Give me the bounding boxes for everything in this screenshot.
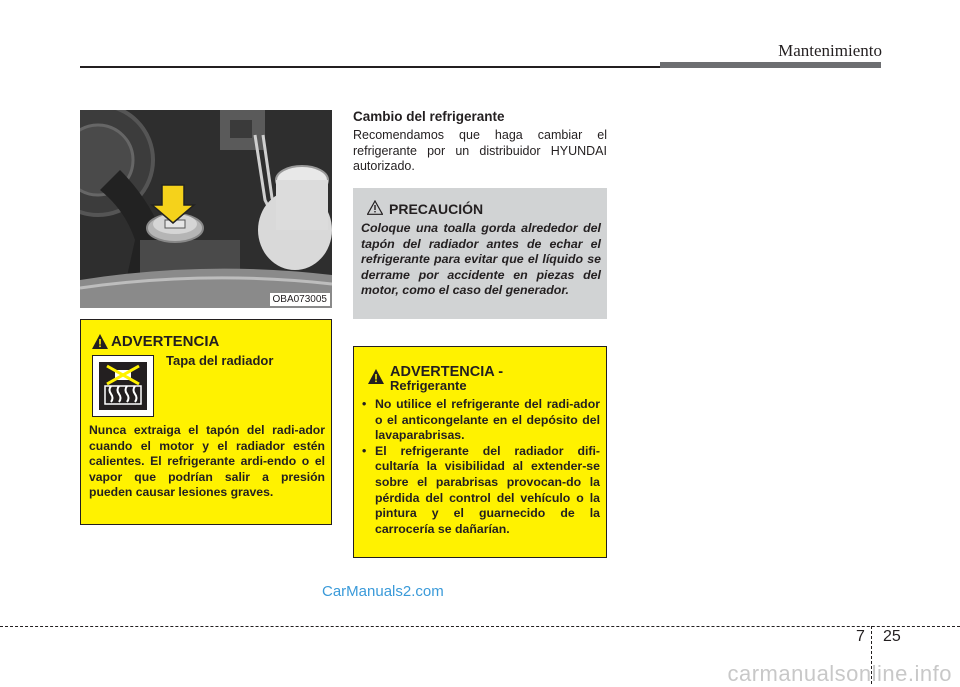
radiator-cap-warning (80, 319, 332, 525)
chapter-title: Mantenimiento (778, 41, 882, 60)
warning-body: Nunca extraiga el tapón del radi-ador cuando el motor y el radiador estén calientes. El refrigerante ardi-endo o el vapor que podrían salir a presión pueden causar lesiones graves. (89, 423, 325, 499)
warning-subtitle: Refrigerante (390, 378, 467, 393)
page-chapter-number: 7 (856, 628, 865, 645)
footer-rule (0, 626, 960, 627)
section-body: Recomendamos que haga cambiar el refrigerante por un distribuidor HYUNDAI autorizado. (353, 128, 607, 173)
page-number-separator (871, 626, 872, 684)
section-title: Cambio del refrigerante (353, 109, 505, 124)
header-rule (80, 66, 660, 68)
page-number: 25 (883, 628, 901, 645)
hot-radiator-pictogram (92, 355, 154, 417)
list-item: • El refrigerante del radiador difi-cultaría la visibilidad al extender-se sobre el parabrisas provocan-do la pérdida del control del vehículo o la pintura y el guarnecido de la carrocería se dañarían. (362, 444, 600, 538)
radiator-cap-photo (80, 110, 332, 308)
caution-body: Coloque una toalla gorda alrededor del tapón del radiador antes de echar el refrigerante para evitar que el líquido se derrame por accidente en piezas del motor, como el caso del generador. (361, 221, 601, 297)
header-bar (660, 62, 881, 68)
hot-radiator-icon (93, 356, 153, 416)
coolant-warning (353, 346, 607, 558)
list-item: • No utilice el refrigerante del radi-ador o el anticongelante en el depósito del lavaparabrisas. (362, 397, 600, 444)
warning-title: ADVERTENCIA - (390, 364, 504, 380)
warning-triangle-icon (368, 369, 384, 384)
photo-code: OBA073005 (270, 293, 331, 306)
watermark-site: carmanualsonline.info (727, 661, 952, 686)
warning-subtitle: Tapa del radiador (166, 353, 274, 368)
engine-illustration (80, 110, 332, 308)
warning-triangle-icon (92, 334, 108, 349)
caution-title: PRECAUCIÓN (389, 201, 484, 217)
warning-title: ADVERTENCIA (111, 333, 220, 350)
warning-list (362, 397, 600, 537)
caution-box (353, 188, 607, 319)
caution-triangle-icon (367, 200, 383, 215)
watermark-link[interactable]: CarManuals2.com (322, 583, 444, 600)
